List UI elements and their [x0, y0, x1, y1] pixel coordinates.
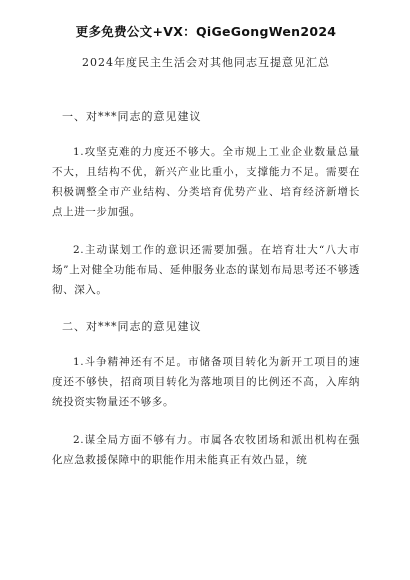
section-heading-2: 二、对***同志的意见建议 [62, 320, 202, 333]
section-1-paragraph-2: 2.主动谋划工作的意识还需要加强。在培育壮大“八大市场”上对健全功能布局、延伸服务业态的谋划布局思考还不够透彻、深入。 [52, 244, 360, 296]
section-1-paragraph-1: 1.攻坚克难的力度还不够大。全市规上工业企业数量总量不大，且结构不优，新兴产业比重小，支撑能力不足。需要在积极调整全市产业结构、分类培育优势产业、培育经济新增长点上进一步加强。 [52, 146, 360, 218]
promo-header: 更多免费公文+VX：QiGeGongWen2024 [75, 24, 337, 39]
section-heading-1: 一、对***同志的意见建议 [62, 110, 202, 123]
document-title: 2024年度民主生活会对其他同志互提意见汇总 [82, 56, 330, 69]
section-2-paragraph-1: 1.斗争精神还有不足。市储备项目转化为新开工项目的速度还不够快，招商项目转化为落地项目的比例还不高，入库纳统投资实物量还不够多。 [52, 356, 360, 408]
section-2-paragraph-2: 2.谋全局方面不够有力。市属各农牧团场和派出机构在强化应急救援保障中的职能作用未能真正有效凸显，统 [52, 434, 360, 466]
